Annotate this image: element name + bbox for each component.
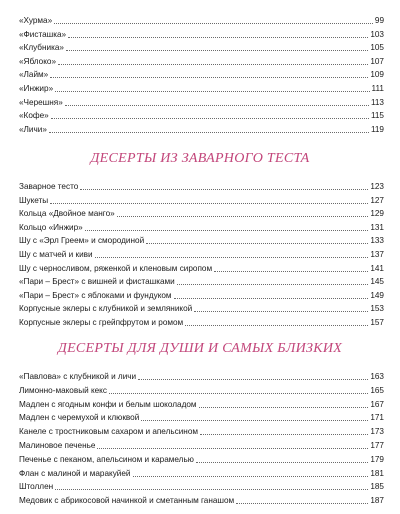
dot-leader (141, 419, 368, 421)
toc-entry-title: «Клубника» (19, 43, 64, 53)
toc-entry-page: 173 (370, 427, 384, 437)
dot-leader (236, 502, 368, 504)
dot-leader (177, 283, 369, 285)
toc-entry (19, 207, 384, 219)
toc-entry (19, 480, 384, 492)
toc-entry (19, 467, 384, 479)
toc-entry-title: Кольца «Двойное манго» (19, 209, 115, 219)
toc-entry-title: Штоллен (19, 482, 54, 492)
toc-entry (19, 82, 384, 94)
toc-entry-page: 119 (370, 124, 384, 134)
toc-entry-page: 137 (370, 250, 384, 259)
section-heading-soul: ДЕСЕРТЫ ДЛЯ ДУШИ И САМЫХ БЛИЗКИХ (57, 341, 343, 356)
toc-entry-title: «Хурма» (19, 16, 53, 25)
toc-entry-title: Кольцо «Инжир» (19, 222, 83, 232)
dot-leader (199, 406, 369, 408)
dot-leader (109, 392, 368, 394)
toc-entry-title: Мадлен с ягодным конфи и белым шоколадом (19, 399, 197, 409)
toc-entry-page: 99 (374, 16, 384, 25)
toc-entry-title: Лимонно-маковый кекс (19, 385, 107, 395)
toc-entry-page: 171 (370, 413, 384, 423)
toc-entry-page: 123 (370, 182, 384, 191)
toc-entry-page: 145 (370, 277, 384, 287)
toc-entry-title: «Пари – Брест» с вишней и фисташками (19, 277, 175, 287)
toc-entry-page: 157 (370, 318, 384, 327)
toc-entry-page: 185 (370, 482, 384, 492)
toc-entry-page: 165 (370, 385, 384, 395)
toc-entry (19, 55, 384, 67)
toc-entry-page: 127 (370, 195, 384, 205)
toc-entry (19, 453, 384, 465)
toc-entry (19, 289, 384, 301)
toc-entry-title: «Черешня» (19, 97, 63, 107)
toc-entry (19, 494, 384, 506)
toc-entry (19, 425, 384, 437)
toc-entry-title: Мадлен с черемухой и клюквой (19, 413, 140, 423)
dot-leader (55, 488, 368, 490)
toc-entry (19, 14, 384, 26)
toc-entry (19, 221, 384, 233)
dot-leader (68, 36, 368, 38)
dot-leader (66, 49, 368, 51)
toc-entry-title: «Фисташка» (19, 29, 67, 39)
toc-entry-page: 107 (370, 56, 384, 66)
toc-entry-title: Шу с «Эрл Греем» и смородиной (19, 236, 145, 246)
toc-entry-title: «Яблоко» (19, 56, 56, 66)
dot-leader (194, 310, 368, 312)
section-heading-choux: ДЕСЕРТЫ ИЗ ЗАВАРНОГО ТЕСТА (90, 151, 310, 166)
toc-entry-title: «Павлова» с клубникой и личи (19, 372, 137, 381)
toc-entry-title: «Лайм» (19, 70, 49, 80)
dot-leader (85, 229, 369, 231)
dot-leader (65, 104, 369, 106)
toc-entry-page: 133 (370, 236, 384, 246)
toc-entry-title: Шукеты (19, 195, 49, 205)
toc-entry-title: Шу с матчей и киви (19, 250, 93, 259)
toc-entry (19, 262, 384, 274)
toc-entry (19, 41, 384, 53)
toc-entry-page: 179 (370, 454, 384, 464)
toc-entry-page: 109 (370, 70, 384, 80)
dot-leader (117, 215, 369, 217)
toc-entry (19, 302, 384, 314)
dot-leader (80, 188, 368, 190)
toc-entry (19, 194, 384, 206)
toc-entry-page: 163 (370, 372, 384, 381)
toc-entry-page: 141 (370, 263, 384, 273)
dot-leader (200, 433, 368, 435)
toc-entry-page: 103 (370, 29, 384, 39)
dot-leader (133, 475, 369, 477)
toc-entry-page: 149 (370, 290, 384, 300)
toc-entry-title: «Инжир» (19, 84, 54, 93)
toc-entry (19, 28, 384, 40)
toc-entry (19, 275, 384, 287)
dot-leader (95, 256, 369, 258)
toc-entry-page: 129 (370, 209, 384, 219)
toc-entry-title: Корпусные эклеры с грейпфрутом и ромом (19, 318, 184, 327)
toc-entry-page: 167 (370, 399, 384, 409)
toc-entry-title: Печенье с пеканом, апельсином и карамелью (19, 454, 194, 464)
toc-entry (19, 248, 384, 260)
toc-entry (19, 398, 384, 410)
toc-entry (19, 439, 384, 451)
dot-leader (58, 63, 368, 65)
toc-entry-page: 105 (370, 43, 384, 53)
dot-leader (50, 202, 368, 204)
toc-entry-page: 115 (370, 111, 384, 121)
toc-entry (19, 180, 384, 192)
toc-entry (19, 123, 384, 135)
toc-entry (19, 384, 384, 396)
toc-entry-title: Корпусные эклеры с клубникой и земляникой (19, 304, 193, 314)
toc-entry-page: 113 (370, 97, 384, 107)
toc-entry-title: «Личи» (19, 124, 47, 134)
toc-entry-page: 131 (370, 222, 384, 232)
toc-entry-title: Канеле с тростниковым сахаром и апельсином (19, 427, 199, 437)
toc-entry-title: Шу с черносливом, ряженкой и кленовым сиропом (19, 263, 213, 273)
toc-entry-page: 181 (370, 468, 384, 478)
toc-entry-page: 187 (370, 496, 384, 506)
toc-entry (19, 370, 384, 382)
dot-leader (138, 378, 368, 380)
toc-entry-title: «Кофе» (19, 111, 49, 121)
dot-leader (54, 22, 373, 24)
toc-entry-title: Заварное тесто (19, 182, 79, 191)
dot-leader (214, 270, 368, 272)
dot-leader (50, 76, 368, 78)
toc-entry (19, 316, 384, 328)
toc-entry-title: Флан с малиной и маракуйей (19, 468, 131, 478)
toc-entry (19, 96, 384, 108)
toc-entry-title: Малиновое печенье (19, 441, 96, 450)
dot-leader (174, 297, 369, 299)
toc-entry-page: 153 (370, 304, 384, 314)
dot-leader (55, 90, 369, 92)
dot-leader (97, 447, 368, 449)
dot-leader (196, 461, 368, 463)
dot-leader (51, 117, 369, 119)
dot-leader (146, 242, 368, 244)
dot-leader (49, 131, 369, 133)
dot-leader (185, 324, 368, 326)
toc-entry (19, 234, 384, 246)
toc-entry-page: 111 (371, 84, 384, 93)
toc-entry (19, 411, 384, 423)
toc-entry-title: Медовик с абрикосовой начинкой и сметанным ганашом (19, 496, 235, 506)
toc-entry-title: «Пари – Брест» с яблоками и фундуком (19, 290, 172, 300)
toc-entry (19, 109, 384, 121)
toc-entry-page: 177 (370, 441, 384, 450)
toc-entry (19, 68, 384, 80)
